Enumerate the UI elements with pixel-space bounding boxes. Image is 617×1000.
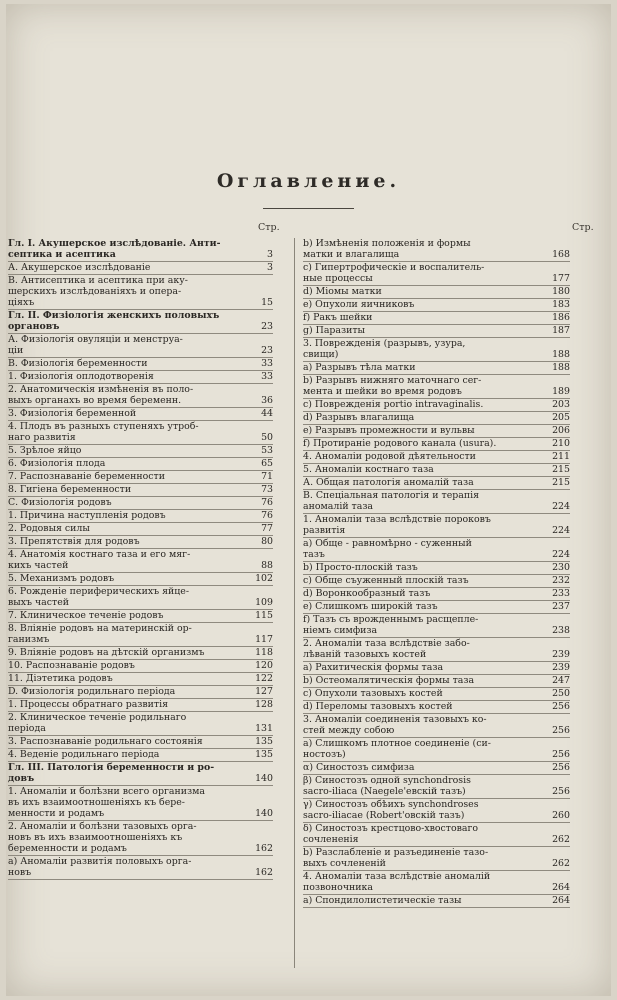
toc-entry-text: 4. Анатомія костнаго таза и его мяг- — [8, 549, 191, 560]
toc-entry-page-number: 23 — [261, 345, 273, 356]
toc-entry — [8, 673, 273, 686]
toc-entry-text: матки и влагалища — [303, 249, 400, 260]
toc-entry-page-number: 109 — [255, 597, 273, 608]
toc-entry — [8, 610, 273, 623]
toc-entry — [8, 471, 273, 484]
toc-entry — [303, 614, 570, 638]
toc-entry-page-number: 264 — [552, 895, 570, 906]
toc-entry-text: септика и асептика — [8, 249, 116, 260]
toc-entry-page-number: 53 — [261, 445, 273, 456]
toc-entry-text: β) Синостозъ одной synchondrosis — [303, 775, 471, 786]
toc-entry-page-number: 127 — [255, 686, 273, 697]
toc-entry-page-number: 131 — [255, 723, 273, 734]
toc-entry-page-number: 44 — [261, 408, 273, 419]
toc-entry — [8, 699, 273, 712]
toc-entry-page-number: 224 — [552, 501, 570, 512]
toc-entry-text: f) Тазъ съ врожденнымъ расщепле- — [303, 614, 479, 625]
toc-entry-text: b) Остеомалятическія формы таза — [303, 675, 475, 686]
toc-entry — [303, 325, 570, 338]
toc-entry-text: d) Разрывъ влагалища — [303, 412, 415, 423]
toc-entry-text: 5. Механизмъ родовъ — [8, 573, 115, 584]
toc-entry — [8, 334, 273, 358]
toc-entry-text: 2. Клиническое теченіе родильнаго — [8, 712, 187, 723]
column-divider — [294, 238, 295, 968]
toc-entry — [303, 588, 570, 601]
toc-right-column — [303, 238, 570, 908]
toc-entry-page-number: 237 — [552, 601, 570, 612]
toc-entry-page-number: 33 — [261, 371, 273, 382]
toc-entry-page-number: 211 — [552, 451, 570, 462]
toc-entry-page-number: 187 — [552, 325, 570, 336]
toc-entry — [303, 490, 570, 514]
toc-entry-text: α) Синостозъ симфиза — [303, 762, 415, 773]
toc-entry-page-number: 33 — [261, 358, 273, 369]
toc-entry-page-number: 36 — [261, 395, 273, 406]
toc-entry — [303, 871, 570, 895]
toc-entry — [8, 786, 273, 821]
toc-entry-text: новъ — [8, 867, 32, 878]
toc-entry-page-number: 262 — [552, 834, 570, 845]
toc-entry-page-number: 140 — [255, 808, 273, 819]
toc-entry — [303, 823, 570, 847]
toc-entry-text: a) Разрывъ тѣла матки — [303, 362, 416, 373]
toc-entry-text: развитія — [303, 525, 346, 536]
toc-entry-text: 1. Аномаліи и болѣзни всего организма — [8, 786, 205, 797]
toc-entry — [303, 312, 570, 325]
toc-entry-text: 3. Аномаліи соединенія тазовыхъ ко- — [303, 714, 487, 725]
toc-entry-page-number: 186 — [552, 312, 570, 323]
toc-entry-page-number: 71 — [261, 471, 273, 482]
toc-entry-text: въ ихъ взаимоотношеніяхъ къ бере- — [8, 797, 185, 808]
toc-entry — [303, 477, 570, 490]
toc-entry — [8, 384, 273, 408]
toc-entry-text: 7. Клиническое теченіе родовъ — [8, 610, 164, 621]
toc-entry-page-number: 215 — [552, 464, 570, 475]
toc-entry-text: 7. Распознаваніе беременности — [8, 471, 165, 482]
toc-entry-text: В. Спеціальная патологія и терапія — [303, 490, 480, 501]
toc-entry-page-number: 177 — [552, 273, 570, 284]
toc-entry-page-number: 88 — [261, 560, 273, 571]
toc-entry-page-number: 256 — [552, 749, 570, 760]
toc-entry-text: В. Физіологія беременности — [8, 358, 148, 369]
toc-entry-text: тазъ — [303, 549, 325, 560]
toc-entry-text: а) Спондилолистетическіе тазы — [303, 895, 462, 906]
toc-entry — [8, 686, 273, 699]
toc-entry-text: d) Воронкообразный тазъ — [303, 588, 431, 599]
toc-entry — [8, 445, 273, 458]
toc-entry-text: мента и шейки во время родовъ — [303, 386, 462, 397]
toc-entry — [303, 638, 570, 662]
toc-entry — [8, 408, 273, 421]
toc-entry-page-number: 206 — [552, 425, 570, 436]
toc-entry-page-number: 128 — [255, 699, 273, 710]
toc-entry-page-number: 260 — [552, 810, 570, 821]
toc-entry-page-number: 3 — [267, 249, 273, 260]
toc-entry — [303, 399, 570, 412]
toc-entry-text: ганизмъ — [8, 634, 50, 645]
toc-entry-page-number: 23 — [261, 321, 273, 332]
toc-entry — [8, 358, 273, 371]
toc-entry — [303, 262, 570, 286]
toc-entry-text: sacro-iliaca (Naegele'евскій тазъ) — [303, 786, 466, 797]
right-page-column-label: Стр. — [572, 222, 594, 233]
toc-entry-text: 9. Вліяніе родовъ на дѣтскій организмъ — [8, 647, 205, 658]
toc-entry-page-number: 224 — [552, 549, 570, 560]
toc-entry-text: 5. Зрѣлое яйцо — [8, 445, 82, 456]
toc-entry-text: В. Антисептика и асептика при аку- — [8, 275, 188, 286]
toc-entry-text: менности и родамъ — [8, 808, 105, 819]
toc-entry — [8, 536, 273, 549]
toc-entry-page-number: 180 — [552, 286, 570, 297]
toc-entry-text: 5. Аномаліи костнаго таза — [303, 464, 434, 475]
toc-entry — [303, 438, 570, 451]
toc-entry — [8, 484, 273, 497]
toc-entry-page-number: 256 — [552, 701, 570, 712]
toc-entry-text: 4. Веденіе родильнаго періода — [8, 749, 160, 760]
toc-entry-text: 1. Аномаліи таза вслѣдствіе пороковъ — [303, 514, 491, 525]
toc-entry-text: b) Разслабленіе и разъединеніе тазо- — [303, 847, 489, 858]
toc-entry — [8, 647, 273, 660]
toc-entry — [8, 421, 273, 445]
toc-entry — [303, 425, 570, 438]
toc-entry-page-number: 162 — [255, 867, 273, 878]
toc-entry-text: e) Опухоли яичниковъ — [303, 299, 415, 310]
toc-entry-page-number: 264 — [552, 882, 570, 893]
toc-entry-page-number: 15 — [261, 297, 273, 308]
toc-entry — [303, 514, 570, 538]
toc-entry-text: c) Опухоли тазовыхъ костей — [303, 688, 443, 699]
toc-entry-page-number: 247 — [552, 675, 570, 686]
toc-entry-text: a) Рахитическія формы таза — [303, 662, 444, 673]
toc-entry-text: 2. Анатомическія измѣненія въ поло- — [8, 384, 194, 395]
toc-entry — [8, 749, 273, 762]
toc-entry-page-number: 117 — [255, 634, 273, 645]
toc-entry-text: 2. Родовыя силы — [8, 523, 90, 534]
toc-entry — [8, 660, 273, 673]
toc-entry — [8, 275, 273, 310]
toc-entry-text: довъ — [8, 773, 35, 784]
toc-entry-text: D. Физіологія родильнаго періода — [8, 686, 176, 697]
toc-entry-text: органовъ — [8, 321, 60, 332]
toc-entry — [303, 238, 570, 262]
toc-entry-text: 2. Аномаліи и болѣзни тазовыхъ орга- — [8, 821, 197, 832]
toc-entry-text: кихъ частей — [8, 560, 69, 571]
toc-entry-text: А. Физіологія овуляціи и менструа- — [8, 334, 183, 345]
toc-entry — [303, 738, 570, 762]
toc-entry — [8, 736, 273, 749]
toc-entry — [303, 662, 570, 675]
toc-entry-text: e) Разрывъ промежности и вульвы — [303, 425, 475, 436]
toc-entry-text: 3. Препятствія для родовъ — [8, 536, 140, 547]
toc-entry-page-number: 135 — [255, 736, 273, 747]
toc-entry-text: 8. Вліяніе родовъ на материнскій ор- — [8, 623, 192, 634]
toc-entry-text: Гл. II. Физіологія женскихъ половыхъ — [8, 310, 220, 321]
toc-entry-text: 10. Распознаваніе родовъ — [8, 660, 135, 671]
toc-entry-page-number: 50 — [261, 432, 273, 443]
toc-entry-text: 3. Поврежденія (разрывъ, узура, — [303, 338, 466, 349]
toc-entry — [303, 799, 570, 823]
toc-entry — [8, 238, 273, 262]
toc-entry — [8, 712, 273, 736]
title-rule — [263, 208, 354, 209]
toc-entry — [303, 688, 570, 701]
toc-entry-page-number: 188 — [552, 349, 570, 360]
toc-entry-page-number: 230 — [552, 562, 570, 573]
toc-entry-text: 11. Діэтетика родовъ — [8, 673, 113, 684]
toc-entry-page-number: 120 — [255, 660, 273, 671]
toc-entry — [303, 362, 570, 375]
page-title: Оглавление. — [216, 170, 401, 192]
toc-entry-page-number: 162 — [255, 843, 273, 854]
toc-entry — [303, 701, 570, 714]
toc-entry-page-number: 73 — [261, 484, 273, 495]
toc-entry-text: sacro-iliacae (Robert'овскій тазъ) — [303, 810, 465, 821]
toc-entry-page-number: 135 — [255, 749, 273, 760]
toc-entry — [8, 371, 273, 384]
toc-entry-text: 8. Гигіена беременности — [8, 484, 132, 495]
toc-entry-text: 1. Причина наступленія родовъ — [8, 510, 166, 521]
toc-entry — [303, 562, 570, 575]
toc-entry — [303, 412, 570, 425]
toc-entry-text: лѣваній тазовыхъ костей — [303, 649, 427, 660]
toc-entry-page-number: 188 — [552, 362, 570, 373]
toc-entry-text: а) Обще - равномѣрно - суженный — [303, 538, 472, 549]
toc-entry-page-number: 76 — [261, 497, 273, 508]
toc-entry — [303, 762, 570, 775]
toc-entry-page-number: 102 — [255, 573, 273, 584]
toc-entry-text: 4. Аномаліи таза вслѣдствіе аномалій — [303, 871, 491, 882]
toc-entry-text: періода — [8, 723, 46, 734]
toc-entry — [303, 464, 570, 477]
toc-entry — [8, 762, 273, 786]
toc-entry — [303, 338, 570, 362]
toc-entry — [8, 458, 273, 471]
toc-entry-page-number: 239 — [552, 662, 570, 673]
toc-entry-text: А. Общая патологія аномалій таза — [303, 477, 474, 488]
toc-entry-page-number: 168 — [552, 249, 570, 260]
toc-entry — [8, 856, 273, 880]
toc-entry — [303, 451, 570, 464]
toc-entry-text: стей между собою — [303, 725, 395, 736]
toc-entry-page-number: 118 — [255, 647, 273, 658]
toc-entry-text: свищи) — [303, 349, 339, 360]
toc-entry-text: позвоночника — [303, 882, 373, 893]
toc-entry-text: ціи — [8, 345, 24, 356]
toc-entry-page-number: 65 — [261, 458, 273, 469]
toc-entry-text: γ) Синостозъ обѣихъ synchondroses — [303, 799, 479, 810]
toc-entry-text: g) Паразиты — [303, 325, 366, 336]
toc-entry-page-number: 205 — [552, 412, 570, 423]
toc-entry — [303, 895, 570, 908]
toc-entry — [303, 675, 570, 688]
toc-entry — [8, 586, 273, 610]
toc-entry-text: d) Переломы тазовыхъ костей — [303, 701, 453, 712]
toc-entry-text: А. Акушерское изслѣдованіе — [8, 262, 151, 273]
toc-entry-text: 3. Физіологія беременной — [8, 408, 137, 419]
toc-entry-text: 4. Аномаліи родовой дѣятельности — [303, 451, 476, 462]
toc-entry-text: b) Просто-плоскій тазъ — [303, 562, 418, 573]
left-page-column-label: Стр. — [258, 222, 280, 233]
toc-entry-text: 6. Физіологія плода — [8, 458, 106, 469]
toc-entry-text: 1. Процессы обратнаго развитія — [8, 699, 169, 710]
toc-entry-page-number: 238 — [552, 625, 570, 636]
toc-entry — [303, 775, 570, 799]
toc-entry — [303, 847, 570, 871]
toc-entry — [8, 497, 273, 510]
toc-entry-text: выхъ частей — [8, 597, 69, 608]
toc-entry-page-number: 262 — [552, 858, 570, 869]
toc-entry-text: 1. Физіологія оплодотворенія — [8, 371, 154, 382]
toc-entry — [8, 549, 273, 573]
toc-entry-text: а) Аномаліи развитія половыхъ орга- — [8, 856, 192, 867]
toc-entry-page-number: 76 — [261, 510, 273, 521]
toc-entry — [8, 523, 273, 536]
toc-entry-text: выхъ органахъ во время беременн. — [8, 395, 182, 406]
toc-entry-text: 3. Распознаваніе родильнаго состоянія — [8, 736, 203, 747]
toc-entry-text: наго развитія — [8, 432, 76, 443]
toc-entry — [8, 623, 273, 647]
toc-entry — [303, 286, 570, 299]
toc-entry-text: С. Физіологія родовъ — [8, 497, 112, 508]
toc-entry-text: b) Разрывъ нижняго маточнаго сег- — [303, 375, 482, 386]
toc-entry — [303, 714, 570, 738]
toc-entry-text: аномалій таза — [303, 501, 374, 512]
toc-entry — [8, 510, 273, 523]
toc-entry-text: ціяхъ — [8, 297, 35, 308]
toc-entry-text: Гл. III. Патологія беременности и ро- — [8, 762, 215, 773]
toc-entry-text: Гл. I. Акушерское изслѣдованіе. Анти- — [8, 238, 221, 249]
toc-entry-page-number: 250 — [552, 688, 570, 699]
toc-entry-page-number: 239 — [552, 649, 570, 660]
toc-entry — [303, 575, 570, 588]
toc-entry-text: беременности и родамъ — [8, 843, 127, 854]
toc-entry-page-number: 232 — [552, 575, 570, 586]
toc-entry-text: ные процессы — [303, 273, 373, 284]
toc-entry-text: выхъ сочлененій — [303, 858, 386, 869]
toc-entry-text: e) Слишкомъ широкій тазъ — [303, 601, 438, 612]
toc-entry-page-number: 115 — [255, 610, 273, 621]
toc-entry-page-number: 256 — [552, 725, 570, 736]
toc-entry-text: 4. Плодъ въ разныхъ ступеняхъ утроб- — [8, 421, 199, 432]
toc-entry-page-number: 210 — [552, 438, 570, 449]
toc-entry-page-number: 256 — [552, 762, 570, 773]
toc-entry-page-number: 233 — [552, 588, 570, 599]
toc-entry-text: сочлененія — [303, 834, 359, 845]
toc-entry-page-number: 140 — [255, 773, 273, 784]
toc-entry — [8, 310, 273, 334]
toc-entry-text: ностозъ) — [303, 749, 346, 760]
toc-entry-page-number: 80 — [261, 536, 273, 547]
toc-entry-text: f) Протираніе родового канала (usura). — [303, 438, 497, 449]
toc-entry-page-number: 77 — [261, 523, 273, 534]
toc-entry-text: b) Измѣненія положенія и формы — [303, 238, 471, 249]
toc-entry-text: c) Гипертрофическіе и воспалитель- — [303, 262, 485, 273]
toc-entry — [303, 375, 570, 399]
toc-entry-page-number: 189 — [552, 386, 570, 397]
toc-entry — [303, 299, 570, 312]
toc-entry — [8, 262, 273, 275]
toc-entry-text: шерскихъ изслѣдованіяхъ и опера- — [8, 286, 182, 297]
toc-entry — [8, 821, 273, 856]
toc-entry — [303, 601, 570, 614]
toc-entry-text: 6. Рожденіе периферическихъ яйце- — [8, 586, 190, 597]
toc-entry-page-number: 183 — [552, 299, 570, 310]
toc-entry — [303, 538, 570, 562]
toc-entry-text: 2. Аномаліи таза вслѣдствіе забо- — [303, 638, 470, 649]
toc-entry-page-number: 224 — [552, 525, 570, 536]
toc-entry-text: ніемъ симфиза — [303, 625, 378, 636]
toc-entry-text: c) Поврежденія portio intravaginalis. — [303, 399, 484, 410]
toc-entry-page-number: 215 — [552, 477, 570, 488]
toc-entry-page-number: 256 — [552, 786, 570, 797]
toc-entry-text: f) Ракъ шейки — [303, 312, 373, 323]
toc-entry-text: d) Міомы матки — [303, 286, 382, 297]
toc-entry-text: а) Слишкомъ плотное соединеніе (си- — [303, 738, 491, 749]
toc-entry-page-number: 3 — [267, 262, 273, 273]
toc-entry-text: новъ въ ихъ взаимоотношеніяхъ къ — [8, 832, 183, 843]
toc-entry — [8, 573, 273, 586]
toc-entry-text: c) Обще съуженный плоскій тазъ — [303, 575, 469, 586]
toc-entry-page-number: 203 — [552, 399, 570, 410]
toc-entry-page-number: 122 — [255, 673, 273, 684]
toc-left-column — [8, 238, 273, 880]
toc-entry-text: δ) Синостозъ крестцово-хвостоваго — [303, 823, 479, 834]
